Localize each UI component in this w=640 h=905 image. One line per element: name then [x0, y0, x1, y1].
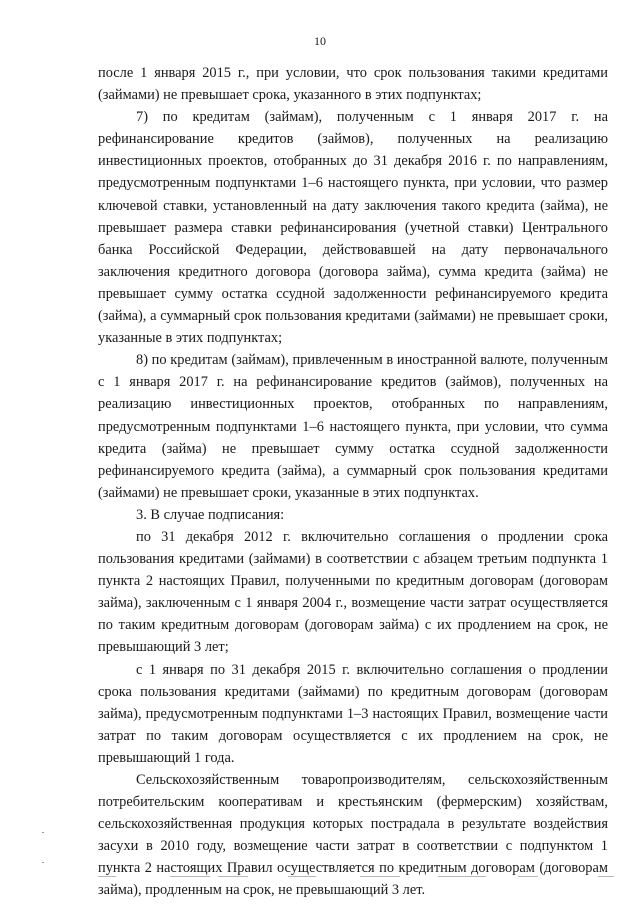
scan-mark: [360, 876, 400, 877]
scan-mark: [598, 876, 614, 877]
paragraph-item-8: 8) по кредитам (займам), привлеченным в иностранной валюте, полученным с 1 января 2017 г. на рефинансирование кредитов (займов), полученных на реализацию инвестиционных проектов, отобранных по направлениям, предусмотренным подпунктами 1–6 настоящего пункта, при условии, что сумма кредита (займа) не превышает сумму остатка ссудной задолженности рефинансируемого кредита (займа), а суммарный срок пользования кредитами (займами) не превышает сроки, указанные в этих подпунктах.: [98, 352, 608, 501]
paragraph-2012-extension: по 31 декабря 2012 г. включительно соглашения о продлении срока пользования кредитами (займами) в соответствии с абзацем третьим подпункта 1 пункта 2 настоящих Правил, полученными по кредитным договорам (договорам займа), заключенным с 1 января 2004 г., возмещение части затрат осуществляется по таким кредитным договорам (договорам займа) с их продлением на срок, не превышающий 3 лет;: [98, 528, 608, 656]
scan-mark: [438, 876, 486, 877]
scan-speck: [42, 832, 44, 833]
paragraph-item-7: 7) по кредитам (займам), полученным с 1 января 2017 г. на рефинансирование кредитов (займов), полученных на реализацию инвестиционных проектов, отобранных до 31 декабря 2016 г. по направлениям, предусмотренным подпунктами 1–6 настоящего пункта, при условии, что размер ключевой ставки, установленный на дату заключения такого кредита (займа), не превышает размера ставки рефинансирования (учетной ставки) Центрального банка Российской Федерации, действовавшей на дату первоначального заключения кредитного договора (договора займа), сумма кредита (займа) не превышает сумму остатка ссудной задолженности рефинансируемого кредита (займа), а суммарный срок пользования кредитами (займами) не превышает сроки, указанные в этих подпунктах;: [98, 109, 608, 347]
paragraph-drought-2010: Сельскохозяйственным товаропроизводителям, сельскохозяйственным потребительским кооперативам и крестьянским (фермерским) хозяйствам, сельскохозяйственная продукция которых пострадала в результате воздействия засухи в 2010 году, возмещение части затрат в соответствии с подпунктом 1 пункта 2 настоящих Правил осуществляется по кредитным договорам (договорам займа), продленным на срок, не превышающий 3 лет.: [98, 772, 608, 899]
document-body: [98, 62, 608, 902]
scan-mark: [98, 876, 116, 877]
scan-mark: [518, 876, 538, 877]
scan-artifact-marks: [98, 876, 618, 882]
scan-mark: [288, 876, 316, 877]
paragraph-section-3: 3. В случае подписания:: [136, 506, 285, 523]
paragraph-2015-extension: с 1 января по 31 декабря 2015 г. включительно соглашения о продлении срока пользования кредитами (займами) по кредитным договорам (договорам займа), предусмотренным подпунктами 1–3 настоящих Правил, возмещение части затрат по таким договорам осуществляется с их продлением на срок, не превышающий 1 года.: [98, 661, 608, 766]
scan-mark: [218, 876, 248, 877]
scan-speck: [42, 862, 44, 863]
scan-mark: [170, 876, 210, 877]
page-number: 10: [314, 34, 326, 48]
paragraph-continuation: после 1 января 2015 г., при условии, что срок пользования такими кредитами (займами) не превышает срока, указанного в этих подпунктах;: [98, 65, 608, 104]
